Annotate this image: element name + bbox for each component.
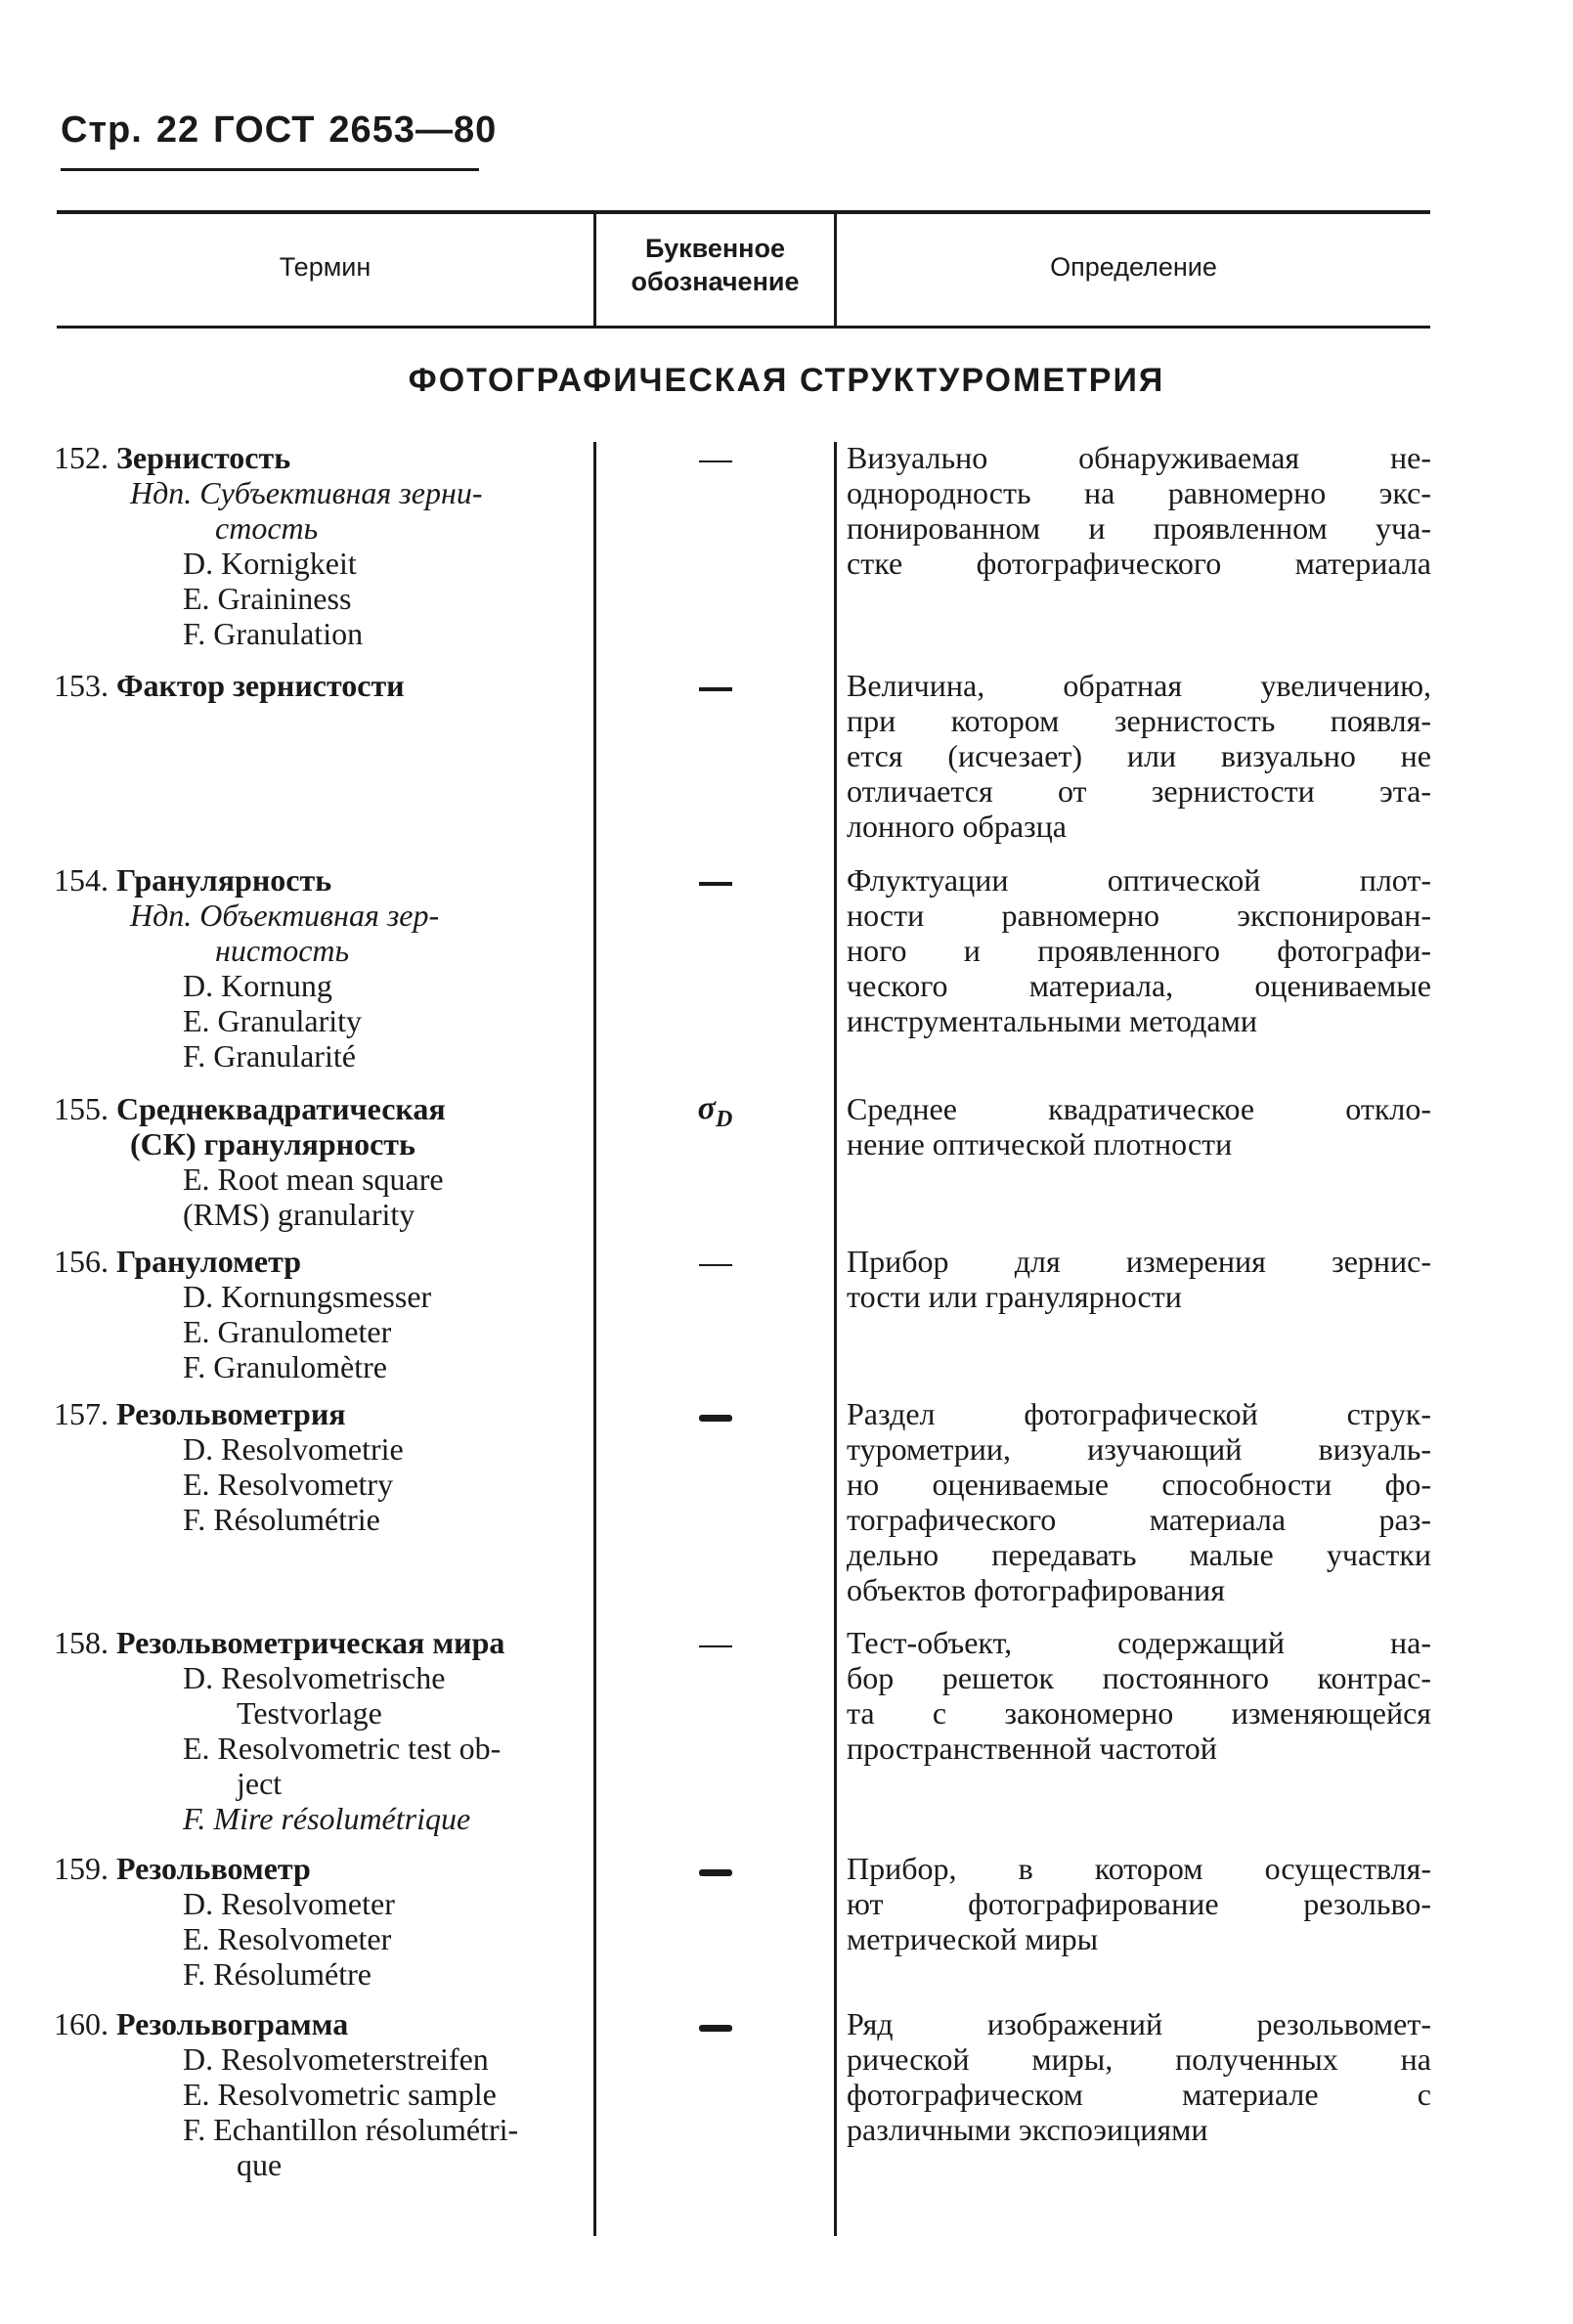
definition-line: ного и проявленного фотографи-	[847, 933, 1431, 968]
term-line: F. Echantillon résolumétri-	[183, 2112, 519, 2147]
term-line: F. Granulation	[183, 616, 364, 651]
definition-line: понированном и проявленном уча-	[847, 510, 1431, 546]
definition-line: инструментальными методами	[847, 1003, 1257, 1038]
term-number: 153.	[54, 668, 109, 703]
term-line: D. Kornung	[183, 968, 332, 1003]
definition-line: Среднее квадратическое откло-	[847, 1091, 1431, 1126]
dash-symbol	[699, 1645, 732, 1647]
dash-symbol	[699, 2025, 732, 2032]
definition-cell	[847, 1091, 1431, 1162]
term-line: D. Resolvometerstreifen	[183, 2041, 489, 2077]
term-name: Резольвометрия	[116, 1396, 346, 1431]
term-line: (RMS) granularity	[183, 1197, 415, 1232]
term-number: 152.	[54, 440, 109, 475]
term-cell	[54, 668, 587, 703]
term-line: D. Kornungsmesser	[183, 1279, 432, 1314]
term-line: E. Granularity	[183, 1003, 363, 1038]
term-name: Фактор зернистости	[116, 668, 405, 703]
table-top-rule	[57, 210, 1430, 214]
sigma-d-symbol: $\sigma_D$	[697, 1090, 733, 1132]
term-line: E. Resolvometric test ob-	[183, 1731, 502, 1766]
term-name: Гранулометр	[116, 1244, 302, 1279]
definition-line: Ряд изображений резольвомет-	[847, 2006, 1431, 2041]
term-number: 158.	[54, 1625, 109, 1660]
column-header-term: Термин	[279, 252, 371, 282]
term-line: E. Resolvometer	[183, 1921, 392, 1956]
definition-line: Флуктуации оптической плот-	[847, 862, 1431, 898]
definition-line: однородность на равномерно экс-	[847, 475, 1431, 510]
definition-line: лонного образца	[847, 809, 1067, 844]
definition-cell	[847, 1851, 1431, 1956]
column-divider	[593, 442, 596, 2236]
term-cell	[54, 440, 587, 651]
term-line: (СК) гранулярность	[130, 1126, 415, 1162]
definition-line: Тест-объект, содержащий на-	[847, 1625, 1431, 1660]
term-cell	[54, 862, 587, 1074]
term-line: стость	[215, 510, 319, 546]
term-name: Гранулярность	[116, 862, 332, 898]
definition-line: ют фотографирование резольво-	[847, 1886, 1431, 1921]
definition-line: тости или гранулярности	[847, 1279, 1182, 1314]
column-header-symbol-line: Буквенное	[645, 234, 785, 263]
term-line: Ндп. Объективная зер-	[130, 898, 440, 933]
definition-line: Визуально обнаруживаемая не-	[847, 440, 1431, 475]
term-line: Testvorlage	[237, 1695, 382, 1731]
term-number: 159.	[54, 1851, 109, 1886]
dash-symbol	[699, 460, 732, 462]
term-line: E. Root mean square	[183, 1162, 444, 1197]
term-line: ject	[237, 1766, 283, 1801]
term-name: Резольвометр	[116, 1851, 311, 1886]
definition-line: при котором зернистость появля-	[847, 703, 1431, 738]
definition-cell	[847, 862, 1431, 1038]
definition-line: ности равномерно экспонирован-	[847, 898, 1431, 933]
symbol-cell	[596, 1396, 834, 1431]
definition-line: различными экспоэициями	[847, 2112, 1208, 2147]
table-header-rule	[57, 326, 1430, 329]
symbol-cell	[596, 862, 834, 898]
term-line: que	[237, 2147, 283, 2182]
term-line: E. Resolvometric sample	[183, 2077, 497, 2112]
term-name: Резольвометрическая мира	[116, 1625, 505, 1660]
standard-number: 2653—80	[328, 110, 498, 151]
definition-line: но оцениваемые способности фо-	[847, 1467, 1431, 1502]
definition-cell	[847, 1244, 1431, 1314]
page-label: Стр.	[61, 110, 143, 151]
term-line: D. Resolvometrische	[183, 1660, 446, 1695]
term-line: E. Granulometer	[183, 1314, 392, 1349]
term-line: F. Granularité	[183, 1038, 356, 1074]
page-number: 22	[155, 110, 200, 151]
definition-line: нение оптической плотности	[847, 1126, 1233, 1162]
definition-line: Прибор, в котором осуществля-	[847, 1851, 1431, 1886]
symbol-cell	[596, 1851, 834, 1886]
definition-line: пространственной частотой	[847, 1731, 1217, 1766]
term-line: Ндп. Субъективная зерни-	[130, 475, 483, 510]
section-title: ФОТОГРАФИЧЕСКАЯ СТРУКТУРОМЕТРИЯ	[408, 362, 1165, 399]
definition-line: бор решеток постоянного контрас-	[847, 1660, 1431, 1695]
term-cell	[54, 1244, 587, 1384]
column-divider	[834, 442, 837, 2236]
term-number: 156.	[54, 1244, 109, 1279]
symbol-cell	[596, 1244, 834, 1279]
column-header-definition: Определение	[1050, 252, 1217, 282]
symbol-cell	[596, 440, 834, 475]
definition-cell	[847, 1625, 1431, 1766]
column-header-symbol	[596, 232, 834, 298]
symbol-cell	[596, 1091, 834, 1137]
term-line: D. Resolvometrie	[183, 1431, 404, 1467]
dash-symbol	[699, 687, 732, 691]
standard-label: ГОСТ	[213, 110, 316, 151]
definition-cell	[847, 668, 1431, 844]
definition-cell	[847, 440, 1431, 581]
term-cell	[54, 1851, 587, 1992]
term-cell	[54, 1091, 587, 1232]
definition-line: рической миры, полученных на	[847, 2041, 1431, 2077]
term-line: D. Kornigkeit	[183, 546, 357, 581]
page-header	[61, 110, 510, 152]
term-number: 160.	[54, 2006, 109, 2041]
term-number: 154.	[54, 862, 109, 898]
dash-symbol	[699, 1264, 732, 1266]
term-cell	[54, 2006, 587, 2182]
dash-symbol	[699, 1869, 732, 1876]
definition-line: стке фотографического материала	[847, 546, 1431, 581]
symbol-cell	[596, 1625, 834, 1660]
term-number: 157.	[54, 1396, 109, 1431]
definition-line: фотографическом материале с	[847, 2077, 1431, 2112]
term-name: Среднеквадратическая	[116, 1091, 446, 1126]
header-underline	[61, 168, 479, 171]
definition-line: дельно передавать малые участки	[847, 1537, 1431, 1572]
term-line: D. Resolvometer	[183, 1886, 395, 1921]
definition-line: ется (исчезает) или визуально не	[847, 738, 1431, 773]
definition-line: турометрии, изучающий визуаль-	[847, 1431, 1431, 1467]
definition-cell	[847, 1396, 1431, 1607]
definition-line: Прибор для измерения зернис-	[847, 1244, 1431, 1279]
symbol-cell	[596, 2006, 834, 2041]
term-number: 155.	[54, 1091, 109, 1126]
term-cell	[54, 1396, 587, 1537]
dash-symbol	[699, 882, 732, 886]
term-line: E. Resolvometry	[183, 1467, 394, 1502]
term-cell	[54, 1625, 587, 1836]
sigma-d-subscript: D	[715, 1106, 733, 1132]
definition-line: та с закономерно изменяющейся	[847, 1695, 1431, 1731]
term-line: F. Résolumétre	[183, 1956, 371, 1992]
term-line: E. Graininess	[183, 581, 352, 616]
definition-line: объектов фотографирования	[847, 1572, 1225, 1607]
symbol-cell	[596, 668, 834, 703]
term-line: нистость	[215, 933, 350, 968]
term-line: F. Résolumétrie	[183, 1502, 380, 1537]
term-line: F. Granulomètre	[183, 1349, 387, 1384]
term-name: Зернистость	[116, 440, 291, 475]
definition-line: тографического материала раз-	[847, 1502, 1431, 1537]
definition-line: отличается от зернистости эта-	[847, 773, 1431, 809]
definition-line: метрической миры	[847, 1921, 1099, 1956]
definition-line: Раздел фотографической струк-	[847, 1396, 1431, 1431]
definition-line: ческого материала, оцениваемые	[847, 968, 1431, 1003]
dash-symbol	[699, 1415, 732, 1422]
definition-line: Величина, обратная увеличению,	[847, 668, 1431, 703]
term-line: F. Mire résolumétrique	[183, 1801, 471, 1836]
column-header-symbol-line: обозначение	[631, 267, 800, 296]
term-name: Резольвограмма	[116, 2006, 349, 2041]
definition-cell	[847, 2006, 1431, 2147]
